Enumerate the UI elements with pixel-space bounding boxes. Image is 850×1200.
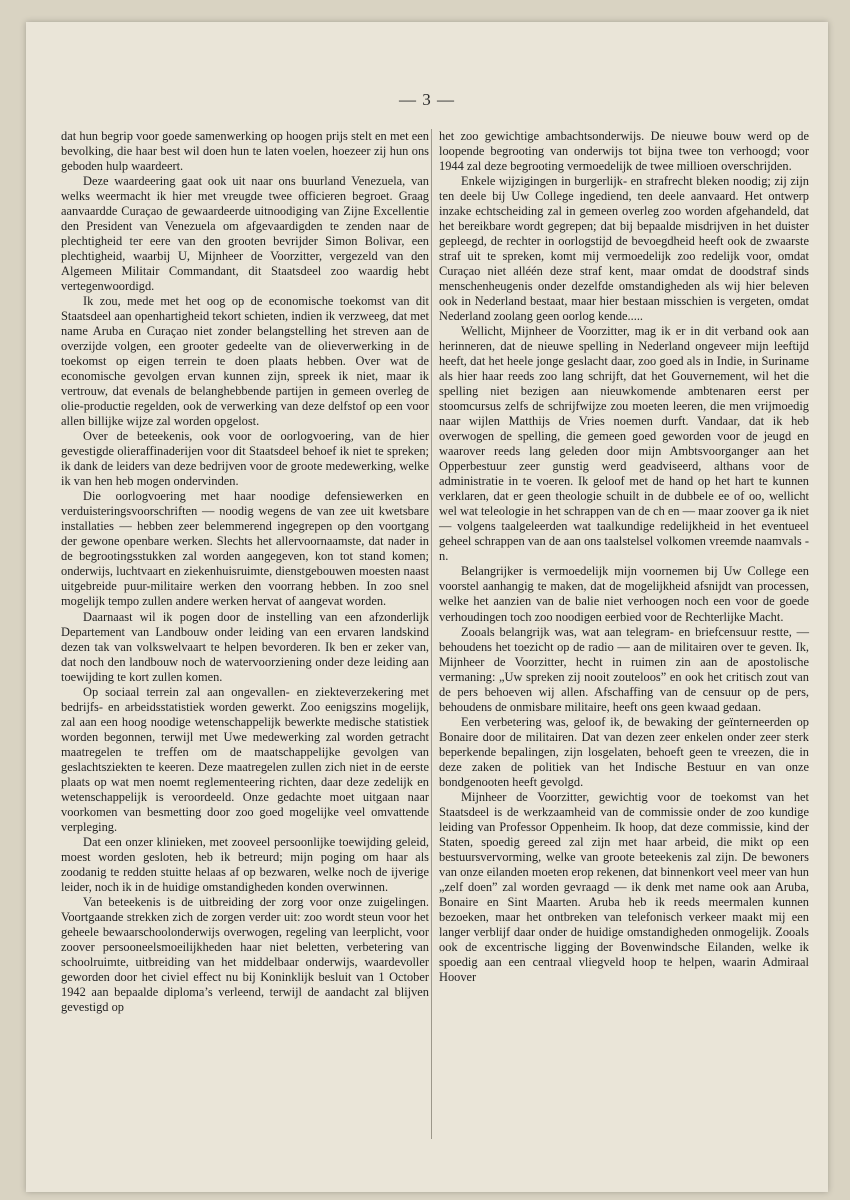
- page-number: — 3 —: [399, 90, 455, 109]
- paragraph: het zoo gewichtige ambachtsonderwijs. De nieuwe bouw werd op de loopende begrooting van onderwijs tot bijna twee ton verhoogd; voor 1944 zal deze begrooting vermoedelijk de twee millioen overschrijden.: [439, 129, 809, 174]
- paragraph: Over de beteekenis, ook voor de oorlogvoering, van de hier gevestigde olieraffinaderijen voor dit Staatsdeel behoef ik niet te spreken; ik dank de leiders van deze bedrijven voor de groote medewerking, welke ik van hen heb mogen ondervinden.: [61, 429, 429, 489]
- paragraph: Zooals belangrijk was, wat aan telegram- en briefcensuur restte, — behoudens het toezicht op de radio — aan de militairen over te geven. Ik, Mijnheer de Voorzitter, hecht in ruimen zin aan de apostolische vermaning: „Uw spreken zij nooit zouteloos” en ook het critisch zout van de pers behoeven wij allen. Afschaffing van de censuur op de pers, behoudens de onmisbare militaire, heeft ons geen kwaad gedaan.: [439, 624, 809, 714]
- paragraph: Op sociaal terrein zal aan ongevallen- en ziekteverzekering met bedrijfs- en arbeidsstatistiek worden gewerkt. Zoo eenigszins mogelijk, zal aan een hoog noodige wetenschappelijk bewerkte medische statistiek worden begonnen, terwijl met Uwe medewerking zal worden getracht maatregelen te treffen om de maatschappelijke gevolgen van geslachtsziekten te keeren. Deze maatregelen zullen zich niet in de eerste plaats op wat men noemt reglementeering richten, daar deze zedelijk en wetenschappelijk is veroordeeld. Onze gedachte moet uitgaan naar voorkomen van besmetting door zoo goed mogelijke veel omvattende verpleging.: [61, 684, 429, 834]
- right-column: [439, 129, 809, 985]
- paragraph: Wellicht, Mijnheer de Voorzitter, mag ik er in dit verband ook aan herinneren, dat de nieuwe spelling in Nederland ongeveer mijn leeftijd heeft, dat het heele jonge geslacht daar, zoo goed als in Indie, in Suriname als hier haar reeds zoo lang schrijft, dat het Gouvernement, wil het die spelling niet bezigen aan nieuwkomende ambtenaren eerst per stoomcursus zelfs de schrijfwijze zou moeten leeren, die men vrijmoedig naar wijlen Matthijs de Vries noemen durft. Vandaar, dat ik heb overwogen de spelling, die gemeen goed geworden voor de jeugd en waarover reeds lang geleden door mijn Ambtsvoorganger aan het Opperbestuur zeer gunstig werd geadviseerd, althans voor de administratie in te voeren. Ik geloof met de hand op het hart te kunnen verklaren, dat er geen theologie schuilt in de dubbele ee of oo, wellicht wel wat teleologie in het schrappen van de ch en — maar zoover ga ik niet — volgens taalgeleerden wat taalkundige redelijkheid in het eventueel geheel schrappen van de aan ons taalstelsel volkomen vreemde naamvals -n.: [439, 324, 809, 564]
- paragraph: Enkele wijzigingen in burgerlijk- en strafrecht bleken noodig; zij zijn ten deele bij Uw College ingediend, ten deele aanvaard. Het ontwerp inzake echtscheiding zal in gemeen overleg zoo worden afgehandeld, dat het bereikbare wordt gegrepen; dat bij bepaalde misdrijven in het duister gepleegd, de rechter in oorlogstijd de bevoegdheid heeft ook de zwaarste straf uit te spreken, komt mij vermoedelijk zoo redelijk voor, omdat Curaçao niet alléén deze straf kent, maar omdat de doodstraf sinds menschenheugenis onder dezelfde omstandigheden als wij hier beleven ook in Nederland bestaat, maar hier bestaan misschien is vergeten, omdat Nederland zoolang geen oorlog kende.....: [439, 174, 809, 324]
- paragraph: Van beteekenis is de uitbreiding der zorg voor onze zuigelingen. Voortgaande strekken zich de zorgen verder uit: zoo wordt steun voor het geheele bewaarschoolonderwijs overwogen, regeling van leerplicht, voor zoover persooneelsmoeilijkheden haar niet beletten, verbetering van schoolruimte, uitbreiding van het middelbaar onderwijs, waardevoller geworden door het civiel effect nu bij Koninklijk besluit van 1 October 1942 aan bepaalde diploma’s verleend, terwijl de aandacht zal blijven gevestigd op: [61, 894, 429, 1014]
- paragraph: Ik zou, mede met het oog op de economische toekomst van dit Staatsdeel aan openhartigheid tekort schieten, indien ik verzweeg, dat met name Aruba en Curaçao niet zonder belangstelling het streven aan de overzijde volgen, een grooter gedeelte van de olieverwerking in de toekomst op eigen terrein te doen plaats hebben. Over wat de economische gevolgen ervan kunnen zijn, spreek ik niet, maar ik vertrouw, dat evenals de belanghebbende partijen in gemeen overleg de olie-productie regelden, ook de verwerking van deze delfstof op een voor allen billijke wijze zal worden opgelost.: [61, 294, 429, 429]
- paragraph: Deze waardeering gaat ook uit naar ons buurland Venezuela, van welks weermacht ik hier met vreugde twee officieren begroet. Graag aanvaardde Curaçao de gewaardeerde uitnoodiging van Zijne Excellentie den President van Venezuela om afgevaardigden te zenden naar de plechtigheid ter eere van den grooten bevrijder Simon Bolivar, een plechtigheid, waarbij U, Mijnheer de Voorzitter, vergezeld van den Algemeen Militair Commandant, dit Staatsdeel zoo waardig hebt vertegenwoordigd.: [61, 174, 429, 294]
- paragraph: Dat een onzer klinieken, met zooveel persoonlijke toewijding geleid, moest worden gesloten, heb ik betreurd; mijn poging om haar als zoodanig te redden stuitte helaas af op bezwaren, welke noch de ijverige leider, noch ik in de huidige omstandigheden konden overwinnen.: [61, 834, 429, 894]
- paragraph: Een verbetering was, geloof ik, de bewaking der geïnterneerden op Bonaire door de militairen. Dat van dezen zeer enkelen onder zeer sterk beperkende bepalingen, zijn losgelaten, behoeft geen te vreezen, die in deze zaken de politiek van het Indische Bestuur en van onze bondgenooten heeft gevolgd.: [439, 714, 809, 789]
- document-page: [26, 22, 828, 1192]
- paragraph: Mijnheer de Voorzitter, gewichtig voor de toekomst van het Staatsdeel is de werkzaamheid van de commissie onder de zoo kundige leiding van Professor Oppenheim. Ik hoop, dat deze commissie, kind der Staten, spoedig gereed zal zijn met haar arbeid, die mikt op een bestuursvervorming, welke van groote beteekenis zal zijn. De bewoners van onze eilanden moeten erop rekenen, dat binnenkort veel meer van hun „zelf doen” zal worden gevraagd — ik denk met name ook aan Aruba, Bonaire en Sint Maarten. Aruba heb ik reeds meermalen kunnen bezoeken, maar het ontbreken van telefonisch verkeer maakt mij een langer verblijf daar onder de huidige omstandigheden onmogelijk. Zooals ook de excentrische ligging der Bovenwindsche Eilanden, welke ik spoedig aan een centraal vliegveld hoop te helpen, waarin Admiraal Hoover: [439, 789, 809, 984]
- paragraph: Belangrijker is vermoedelijk mijn voornemen bij Uw College een voorstel aanhangig te maken, dat de mogelijkheid afsnijdt van processen, welke het aanzien van de balie niet verhoogen noch een voor de goede verhoudingen toch zoo noodigen eerbied voor de Rechterlijke Macht.: [439, 564, 809, 624]
- paragraph: Die oorlogvoering met haar noodige defensiewerken en verduisteringsvoorschriften — noodig wegens de van zee uit kwetsbare installaties — hebben zeer belemmerend ingegrepen op den voortgang der gewone openbare werken. Slechts het allervoornaamste, dat nader in de begrootingsstukken zal worden aangegeven, kon tot stand komen; onderwijs, luchtvaart en ziekenhuisruimte, dienstgebouwen moesten naast uitgebreide puur-militaire werken den voorrang hebben. In zoo snel mogelijk tempo zullen andere werken hervat of aangevat worden.: [61, 489, 429, 609]
- left-column: [61, 129, 429, 1015]
- column-divider: [431, 129, 432, 1139]
- paragraph: dat hun begrip voor goede samenwerking op hoogen prijs stelt en met een bevolking, die haar best wil doen hun te laten voelen, hoezeer zij hun ons geboden hulp waardeert.: [61, 129, 429, 174]
- paragraph: Daarnaast wil ik pogen door de instelling van een afzonderlijk Departement van Landbouw onder leiding van een ervaren landskind dezen tak van volkswelvaart te helpen bevorderen. Ik ben er zeker van, dat noch den landbouw noch de watervoorziening onder deze leiding aan toewijding te kort zullen komen.: [61, 609, 429, 684]
